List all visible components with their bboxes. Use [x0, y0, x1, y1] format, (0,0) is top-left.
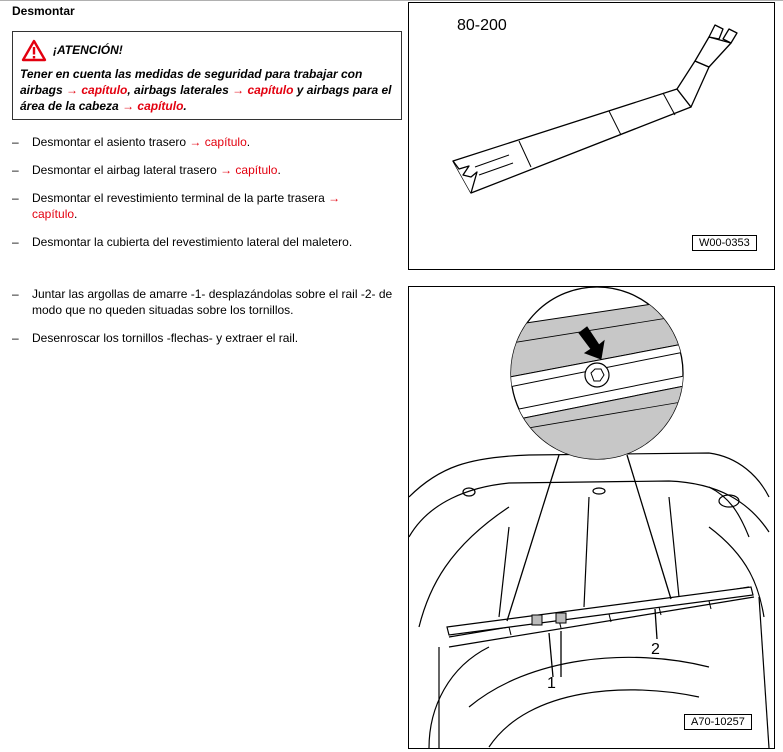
- step-text: Desenroscar los tornillos -flechas- y extraer el rail.: [32, 331, 299, 345]
- chapter-link[interactable]: → capítulo: [220, 163, 278, 177]
- warning-text-part: , airbags laterales: [127, 83, 233, 97]
- rail-figure: [408, 286, 775, 749]
- section-title: Desmontar: [12, 4, 75, 18]
- warning-text-part: Tener en cuenta las medidas de seguridad para trabajar con airbags: [20, 67, 363, 97]
- pry-tool-illustration: [409, 3, 774, 269]
- step-text: Desmontar la cubierta del revestimiento lateral del maletero.: [32, 235, 353, 249]
- list-item: [12, 234, 404, 250]
- step-text: Desmontar el airbag lateral trasero: [32, 163, 221, 177]
- list-dash: –: [12, 235, 19, 249]
- warning-text-part: y airbags para el área de la cabeza: [20, 83, 392, 113]
- step-text-end: .: [74, 207, 78, 221]
- callout-1: 1: [547, 675, 556, 692]
- tool-code-label: 80-200: [457, 17, 507, 34]
- list-item: [12, 162, 404, 178]
- list-item: [12, 134, 404, 150]
- top-divider: [0, 0, 783, 1]
- callout-2: 2: [651, 641, 660, 658]
- warning-box: [12, 31, 402, 120]
- step-text: Desmontar el asiento trasero: [32, 135, 190, 149]
- chapter-link[interactable]: → capítulo: [66, 83, 128, 97]
- step-text-end: .: [246, 135, 251, 149]
- chapter-link[interactable]: → capítulo: [232, 83, 294, 97]
- list-item: [12, 190, 368, 222]
- warning-text-part: .: [183, 99, 187, 113]
- step-text: Desmontar el revestimiento terminal de la parte trasera: [32, 191, 329, 205]
- list-dash: –: [12, 163, 19, 177]
- figure-id-label: W00-0353: [692, 235, 757, 251]
- figure-id-label: A70-10257: [684, 714, 752, 730]
- list-item: [12, 330, 404, 346]
- list-item: [12, 286, 404, 318]
- list-dash: –: [12, 135, 19, 149]
- steps-list-remove: [12, 134, 404, 250]
- steps-list-rail: [12, 286, 404, 346]
- chapter-link[interactable]: → capítulo: [122, 99, 184, 113]
- chapter-link[interactable]: → capítulo: [189, 135, 247, 149]
- luggage-compartment-illustration: [409, 287, 774, 748]
- list-dash: –: [12, 287, 19, 301]
- step-text-end: .: [277, 163, 281, 177]
- list-dash: –: [12, 331, 19, 345]
- warning-title: ¡ATENCIÓN!: [53, 43, 123, 57]
- list-dash: –: [12, 191, 19, 205]
- warning-triangle-icon: [21, 39, 47, 62]
- tool-figure: [408, 2, 775, 270]
- step-text: Juntar las argollas de amarre -1- desplazándolas sobre el rail -2- de modo que no queden situadas sobre los tornillos.: [32, 287, 393, 317]
- warning-text: [20, 66, 398, 114]
- chapter-link[interactable]: → capítulo: [32, 191, 341, 221]
